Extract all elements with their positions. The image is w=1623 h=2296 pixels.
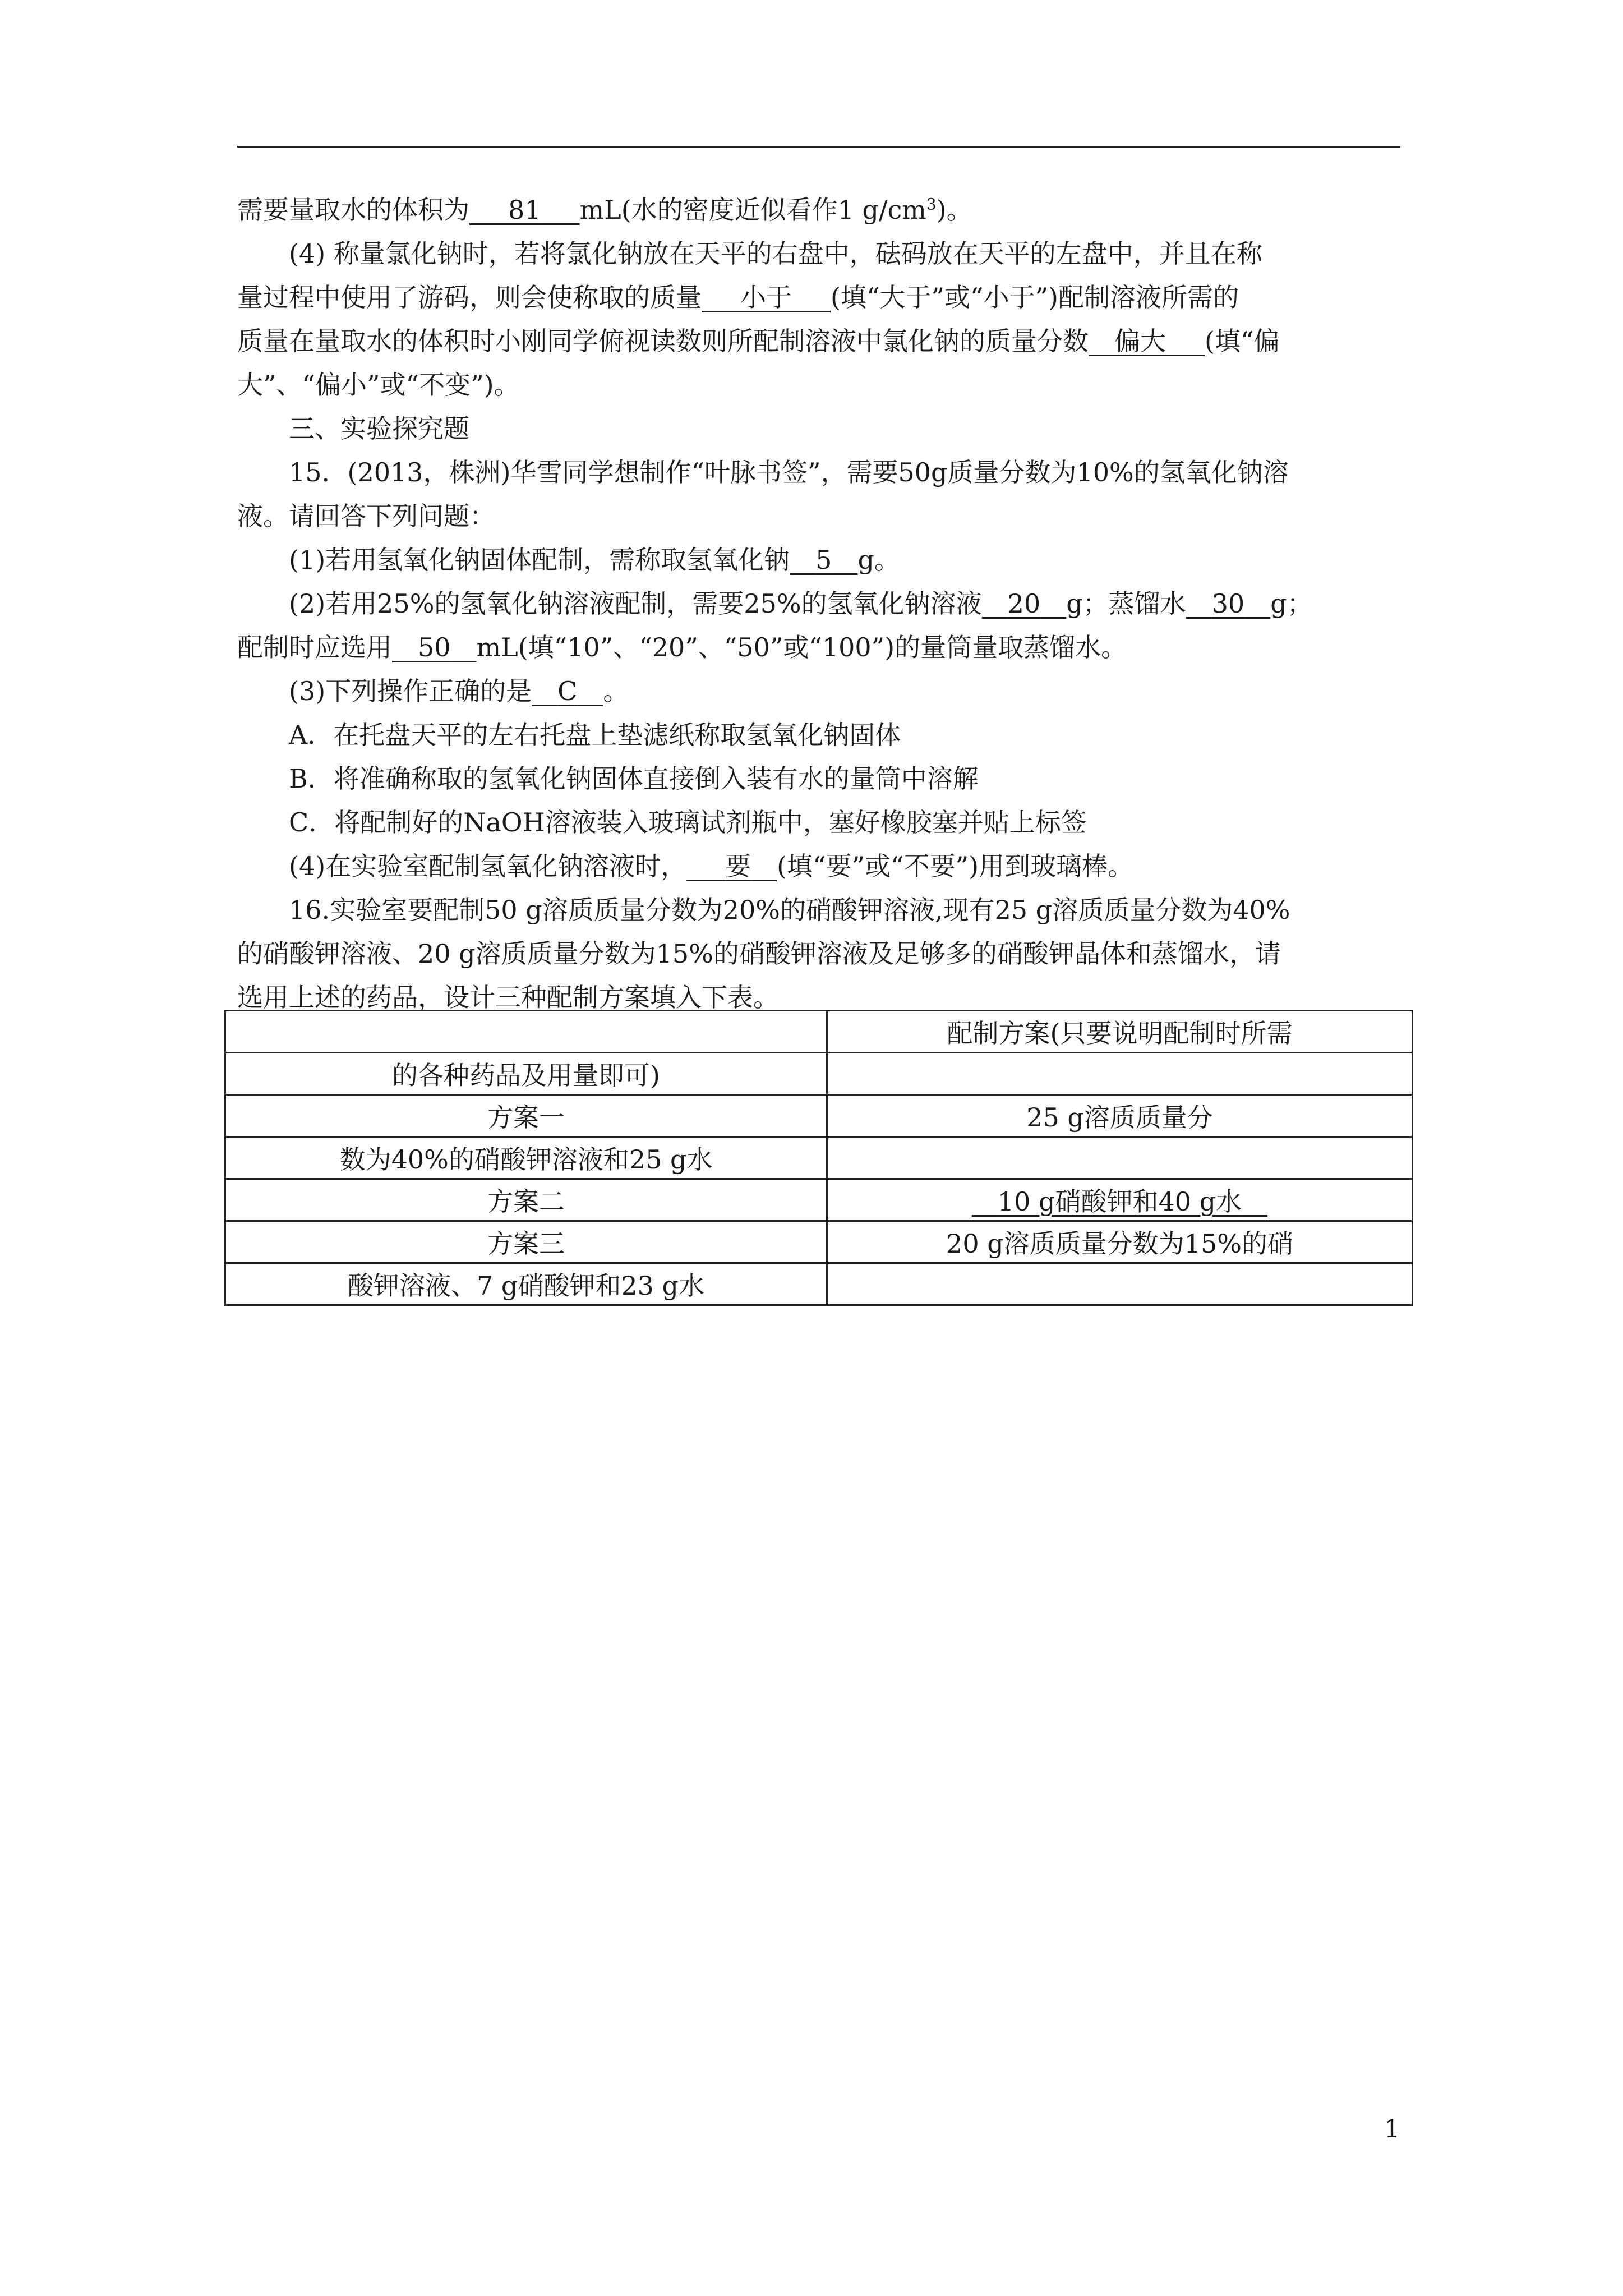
text-segment: g；蒸馏水	[1066, 588, 1186, 619]
table-cell: 方案三	[225, 1221, 827, 1263]
text-segment: g。	[857, 545, 900, 575]
text-segment: 。	[603, 676, 629, 706]
answer-text: 20	[1007, 588, 1041, 619]
table-cell	[827, 1053, 1413, 1095]
answer-text: 10 g硝酸钾和40 g水	[997, 1186, 1242, 1217]
table-cell: 20 g溶质质量分数为15%的硝	[827, 1221, 1413, 1263]
text-segment: g；	[1270, 588, 1313, 619]
text-line	[237, 669, 1404, 713]
text-segment: 的硝酸钾溶液、20 g溶质质量分数为15%的硝酸钾溶液及足够多的硝酸钾晶体和蒸馏水，请	[237, 938, 1281, 969]
answer-text: 81	[508, 195, 541, 225]
table-cell	[827, 1263, 1413, 1305]
text-segment: (4)在实验室配制氢氧化钠溶液时，	[289, 851, 687, 881]
text-segment: 选用上述的药品，设计三种配制方案填入下表。	[237, 982, 779, 1013]
answer-blank	[392, 625, 477, 669]
text-line	[237, 232, 1404, 275]
table-cell	[827, 1179, 1413, 1221]
answer-blank	[469, 188, 580, 232]
answer-text: 5	[815, 545, 832, 575]
plan-table	[224, 1010, 1413, 1306]
text-line	[237, 888, 1404, 932]
table-cell	[225, 1011, 827, 1053]
text-segment: 配制时应选用	[237, 632, 392, 662]
table-row	[225, 1263, 1413, 1305]
option-c	[237, 800, 1404, 844]
answer-blank	[1089, 319, 1205, 363]
text-segment: mL(水的密度近似看作1 g/cm	[579, 195, 926, 225]
text-segment: (4) 称量氯化钠时，若将氯化钠放在天平的右盘中，砝码放在天平的左盘中，并且在称	[289, 238, 1262, 269]
text-segment: B．将准确称取的氢氧化钠固体直接倒入装有水的量筒中溶解	[289, 763, 979, 794]
text-segment: 需要量取水的体积为	[237, 195, 469, 225]
table-cell: 数为40%的硝酸钾溶液和25 g水	[225, 1137, 827, 1179]
text-line	[237, 319, 1404, 363]
answer-text: 偏大	[1114, 326, 1166, 356]
text-line	[237, 363, 1404, 407]
table-cell: 配制方案(只要说明配制时所需	[827, 1011, 1413, 1053]
option-b	[237, 757, 1404, 800]
text-segment: A．在托盘天平的左右托盘上垫滤纸称取氢氧化钠固体	[289, 720, 901, 750]
text-line	[237, 625, 1404, 669]
answer-text: 50	[418, 632, 451, 662]
table-cell: 方案一	[225, 1095, 827, 1137]
text-segment: (1)若用氢氧化钠固体配制，需称取氢氧化钠	[289, 545, 790, 575]
text-segment: 15．(2013，株洲)华雪同学想制作“叶脉书签”，需要50g质量分数为10%的氢氧化钠溶	[289, 457, 1289, 487]
text-segment: (3)下列操作正确的是	[289, 676, 532, 706]
table-row	[225, 1137, 1413, 1179]
answer-text: 要	[725, 851, 751, 881]
answer-blank	[982, 582, 1067, 625]
text-line	[237, 188, 1404, 232]
text-line	[237, 932, 1404, 976]
option-a	[237, 713, 1404, 757]
text-segment: mL(填“10”、“20”、“50”或“100”)的量筒量取蒸馏水。	[476, 632, 1127, 662]
text-segment: (填“偏	[1205, 326, 1280, 356]
text-segment: 量过程中使用了游码，则会使称取的质量	[237, 282, 702, 312]
text-segment: 16.实验室要配制50 g溶质质量分数为20%的硝酸钾溶液,现有25 g溶质质量分数为40%	[289, 895, 1290, 925]
page-number: 1	[1384, 2115, 1400, 2143]
text-line	[237, 844, 1404, 888]
text-line	[237, 275, 1404, 319]
text-segment: (填“大于”或“小于”)配制溶液所需的	[831, 282, 1239, 312]
table-cell: 方案二	[225, 1179, 827, 1221]
answer-blank	[686, 844, 777, 888]
text-line	[237, 538, 1404, 582]
text-line	[237, 582, 1404, 625]
text-segment: 三、实验探究题	[289, 413, 469, 444]
answer-text: 小于	[740, 282, 792, 312]
text-segment: 大”、“偏小”或“不变”)。	[237, 370, 520, 400]
text-line	[237, 450, 1404, 494]
table-row	[225, 1095, 1413, 1137]
text-segment: 质量在量取水的体积时小刚同学俯视读数则所配制溶液中氯化钠的质量分数	[237, 326, 1089, 356]
table-row	[225, 1221, 1413, 1263]
answer-text: C	[557, 676, 578, 706]
table-row	[225, 1053, 1413, 1095]
body-text	[237, 188, 1404, 1019]
table-row	[225, 1011, 1413, 1053]
text-segment: (填“要”或“不要”)用到玻璃棒。	[777, 851, 1134, 881]
answer-blank	[972, 1181, 1267, 1218]
text-segment: (2)若用25%的氢氧化钠溶液配制，需要25%的氢氧化钠溶液	[289, 588, 982, 619]
section-heading	[237, 407, 1404, 450]
answer-blank	[790, 538, 857, 582]
table-row	[225, 1179, 1413, 1221]
header-rule	[237, 146, 1400, 148]
answer-text: 30	[1211, 588, 1245, 619]
text-segment: C．将配制好的NaOH溶液装入玻璃试剂瓶中，塞好橡胶塞并贴上标签	[289, 807, 1087, 838]
answer-blank	[532, 669, 603, 713]
table-cell: 酸钾溶液、7 g硝酸钾和23 g水	[225, 1263, 827, 1305]
text-segment: 液。请回答下列问题：	[237, 501, 495, 531]
text-line	[237, 494, 1404, 538]
answer-blank	[702, 275, 831, 319]
text-segment: )。	[936, 195, 972, 225]
table-cell: 的各种药品及用量即可)	[225, 1053, 827, 1095]
answer-blank	[1186, 582, 1271, 625]
table-cell	[827, 1137, 1413, 1179]
superscript: 3	[926, 195, 937, 214]
table-cell: 25 g溶质质量分	[827, 1095, 1413, 1137]
